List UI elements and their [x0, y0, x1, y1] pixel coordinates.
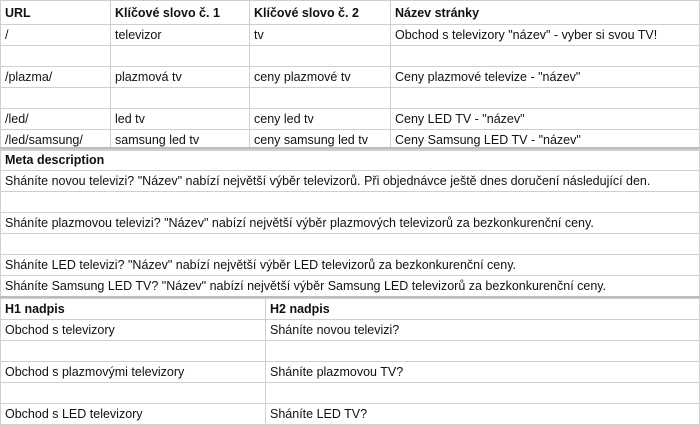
- cell-page-title[interactable]: [391, 88, 700, 109]
- meta-description-table: [0, 149, 700, 297]
- cell-meta-description[interactable]: Sháníte LED televizi? "Název" nabízí největší výběr LED televizorů za bezkonkurenční ceny.: [1, 255, 700, 276]
- cell-url[interactable]: [1, 88, 111, 109]
- cell-page-title[interactable]: Ceny Samsung LED TV - "název": [391, 130, 700, 151]
- cell-h2[interactable]: Sháníte novou televizi?: [266, 320, 700, 341]
- cell-keyword-1[interactable]: led tv: [111, 109, 250, 130]
- table-row: [1, 171, 700, 192]
- cell-h1[interactable]: [1, 341, 266, 362]
- headings-table: [0, 298, 700, 425]
- cell-url[interactable]: /led/samsung/: [1, 130, 111, 151]
- table-row: [1, 46, 700, 67]
- cell-meta-description[interactable]: Sháníte Samsung LED TV? "Název" nabízí největší výběr Samsung LED televizorů za bezkonkurenční ceny.: [1, 276, 700, 297]
- table-header-row: [1, 1, 700, 25]
- cell-url[interactable]: [1, 46, 111, 67]
- header-url[interactable]: URL: [1, 1, 111, 25]
- cell-keyword-1[interactable]: plazmová tv: [111, 67, 250, 88]
- cell-h2[interactable]: [266, 383, 700, 404]
- cell-h1[interactable]: Obchod s plazmovými televizory: [1, 362, 266, 383]
- cell-h1[interactable]: [1, 383, 266, 404]
- table-row: [1, 341, 700, 362]
- table-row: [1, 404, 700, 425]
- table-row: [1, 25, 700, 46]
- header-meta-description[interactable]: Meta description: [1, 150, 700, 171]
- table-header-row: [1, 150, 700, 171]
- cell-keyword-1[interactable]: televizor: [111, 25, 250, 46]
- cell-keyword-2[interactable]: ceny led tv: [250, 109, 391, 130]
- cell-h2[interactable]: Sháníte LED TV?: [266, 404, 700, 425]
- cell-page-title[interactable]: Ceny plazmové televize - "název": [391, 67, 700, 88]
- table-row: [1, 234, 700, 255]
- table-row: [1, 383, 700, 404]
- table-row: [1, 67, 700, 88]
- table-row: [1, 255, 700, 276]
- cell-url[interactable]: /: [1, 25, 111, 46]
- cell-keyword-2[interactable]: [250, 88, 391, 109]
- table-row: [1, 192, 700, 213]
- header-keyword-1[interactable]: Klíčové slovo č. 1: [111, 1, 250, 25]
- table-row: [1, 362, 700, 383]
- cell-keyword-2[interactable]: ceny samsung led tv: [250, 130, 391, 151]
- header-keyword-2[interactable]: Klíčové slovo č. 2: [250, 1, 391, 25]
- cell-h1[interactable]: Obchod s LED televizory: [1, 404, 266, 425]
- cell-keyword-1[interactable]: [111, 88, 250, 109]
- header-h2[interactable]: H2 nadpis: [266, 299, 700, 320]
- header-h1[interactable]: H1 nadpis: [1, 299, 266, 320]
- table-row: [1, 213, 700, 234]
- cell-h2[interactable]: [266, 341, 700, 362]
- table-row: [1, 109, 700, 130]
- cell-meta-description[interactable]: Sháníte plazmovou televizi? "Název" nabízí největší výběr plazmových televizorů za bezkonkurenční ceny.: [1, 213, 700, 234]
- cell-meta-description[interactable]: [1, 234, 700, 255]
- cell-meta-description[interactable]: Sháníte novou televizi? "Název" nabízí největší výběr televizorů. Při objednávce ještě dnes doručení následující den.: [1, 171, 700, 192]
- cell-keyword-1[interactable]: [111, 46, 250, 67]
- url-keywords-table: [0, 0, 700, 151]
- cell-url[interactable]: /plazma/: [1, 67, 111, 88]
- cell-keyword-1[interactable]: samsung led tv: [111, 130, 250, 151]
- cell-keyword-2[interactable]: [250, 46, 391, 67]
- cell-meta-description[interactable]: [1, 192, 700, 213]
- cell-url[interactable]: /led/: [1, 109, 111, 130]
- cell-h1[interactable]: Obchod s televizory: [1, 320, 266, 341]
- table-row: [1, 276, 700, 297]
- table-row: [1, 88, 700, 109]
- cell-page-title[interactable]: Obchod s televizory "název" - vyber si svou TV!: [391, 25, 700, 46]
- cell-keyword-2[interactable]: tv: [250, 25, 391, 46]
- table-row: [1, 320, 700, 341]
- table-header-row: [1, 299, 700, 320]
- cell-keyword-2[interactable]: ceny plazmové tv: [250, 67, 391, 88]
- cell-page-title[interactable]: Ceny LED TV - "název": [391, 109, 700, 130]
- cell-page-title[interactable]: [391, 46, 700, 67]
- cell-h2[interactable]: Sháníte plazmovou TV?: [266, 362, 700, 383]
- header-page-title[interactable]: Název stránky: [391, 1, 700, 25]
